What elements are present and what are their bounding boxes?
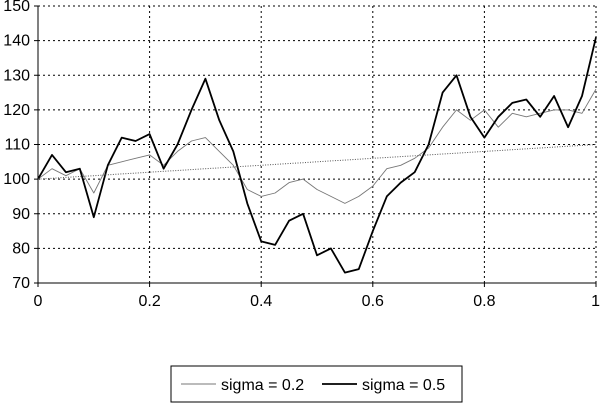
y-tick-label: 130 — [3, 67, 30, 85]
y-tick-label: 90 — [12, 205, 30, 223]
y-tick-label: 110 — [4, 136, 30, 154]
axes — [34, 6, 596, 287]
y-tick-label: 70 — [12, 275, 30, 292]
y-tick-label: 140 — [3, 32, 30, 50]
legend-label: sigma = 0.2 — [221, 377, 305, 394]
x-tick-label: 0.2 — [138, 293, 161, 310]
y-tick-label: 120 — [3, 101, 30, 119]
y-tick-label: 150 — [3, 0, 30, 15]
x-tick-label: 0 — [33, 293, 43, 310]
series-line-sigma-0-2 — [38, 89, 596, 203]
series — [38, 37, 596, 272]
y-tick-label: 80 — [12, 240, 30, 258]
series-line-sigma-0-5 — [38, 37, 596, 272]
y-axis-tick-labels — [3, 0, 30, 292]
legend-label: sigma = 0.5 — [362, 377, 446, 394]
x-tick-label: 1 — [591, 293, 600, 310]
legend — [171, 366, 462, 402]
y-tick-label: 100 — [3, 171, 30, 189]
x-tick-label: 0.6 — [361, 293, 384, 310]
x-tick-label: 0.8 — [473, 293, 496, 310]
x-tick-label: 0.4 — [250, 293, 273, 310]
x-axis-tick-labels — [34, 293, 601, 310]
grid — [38, 6, 596, 283]
